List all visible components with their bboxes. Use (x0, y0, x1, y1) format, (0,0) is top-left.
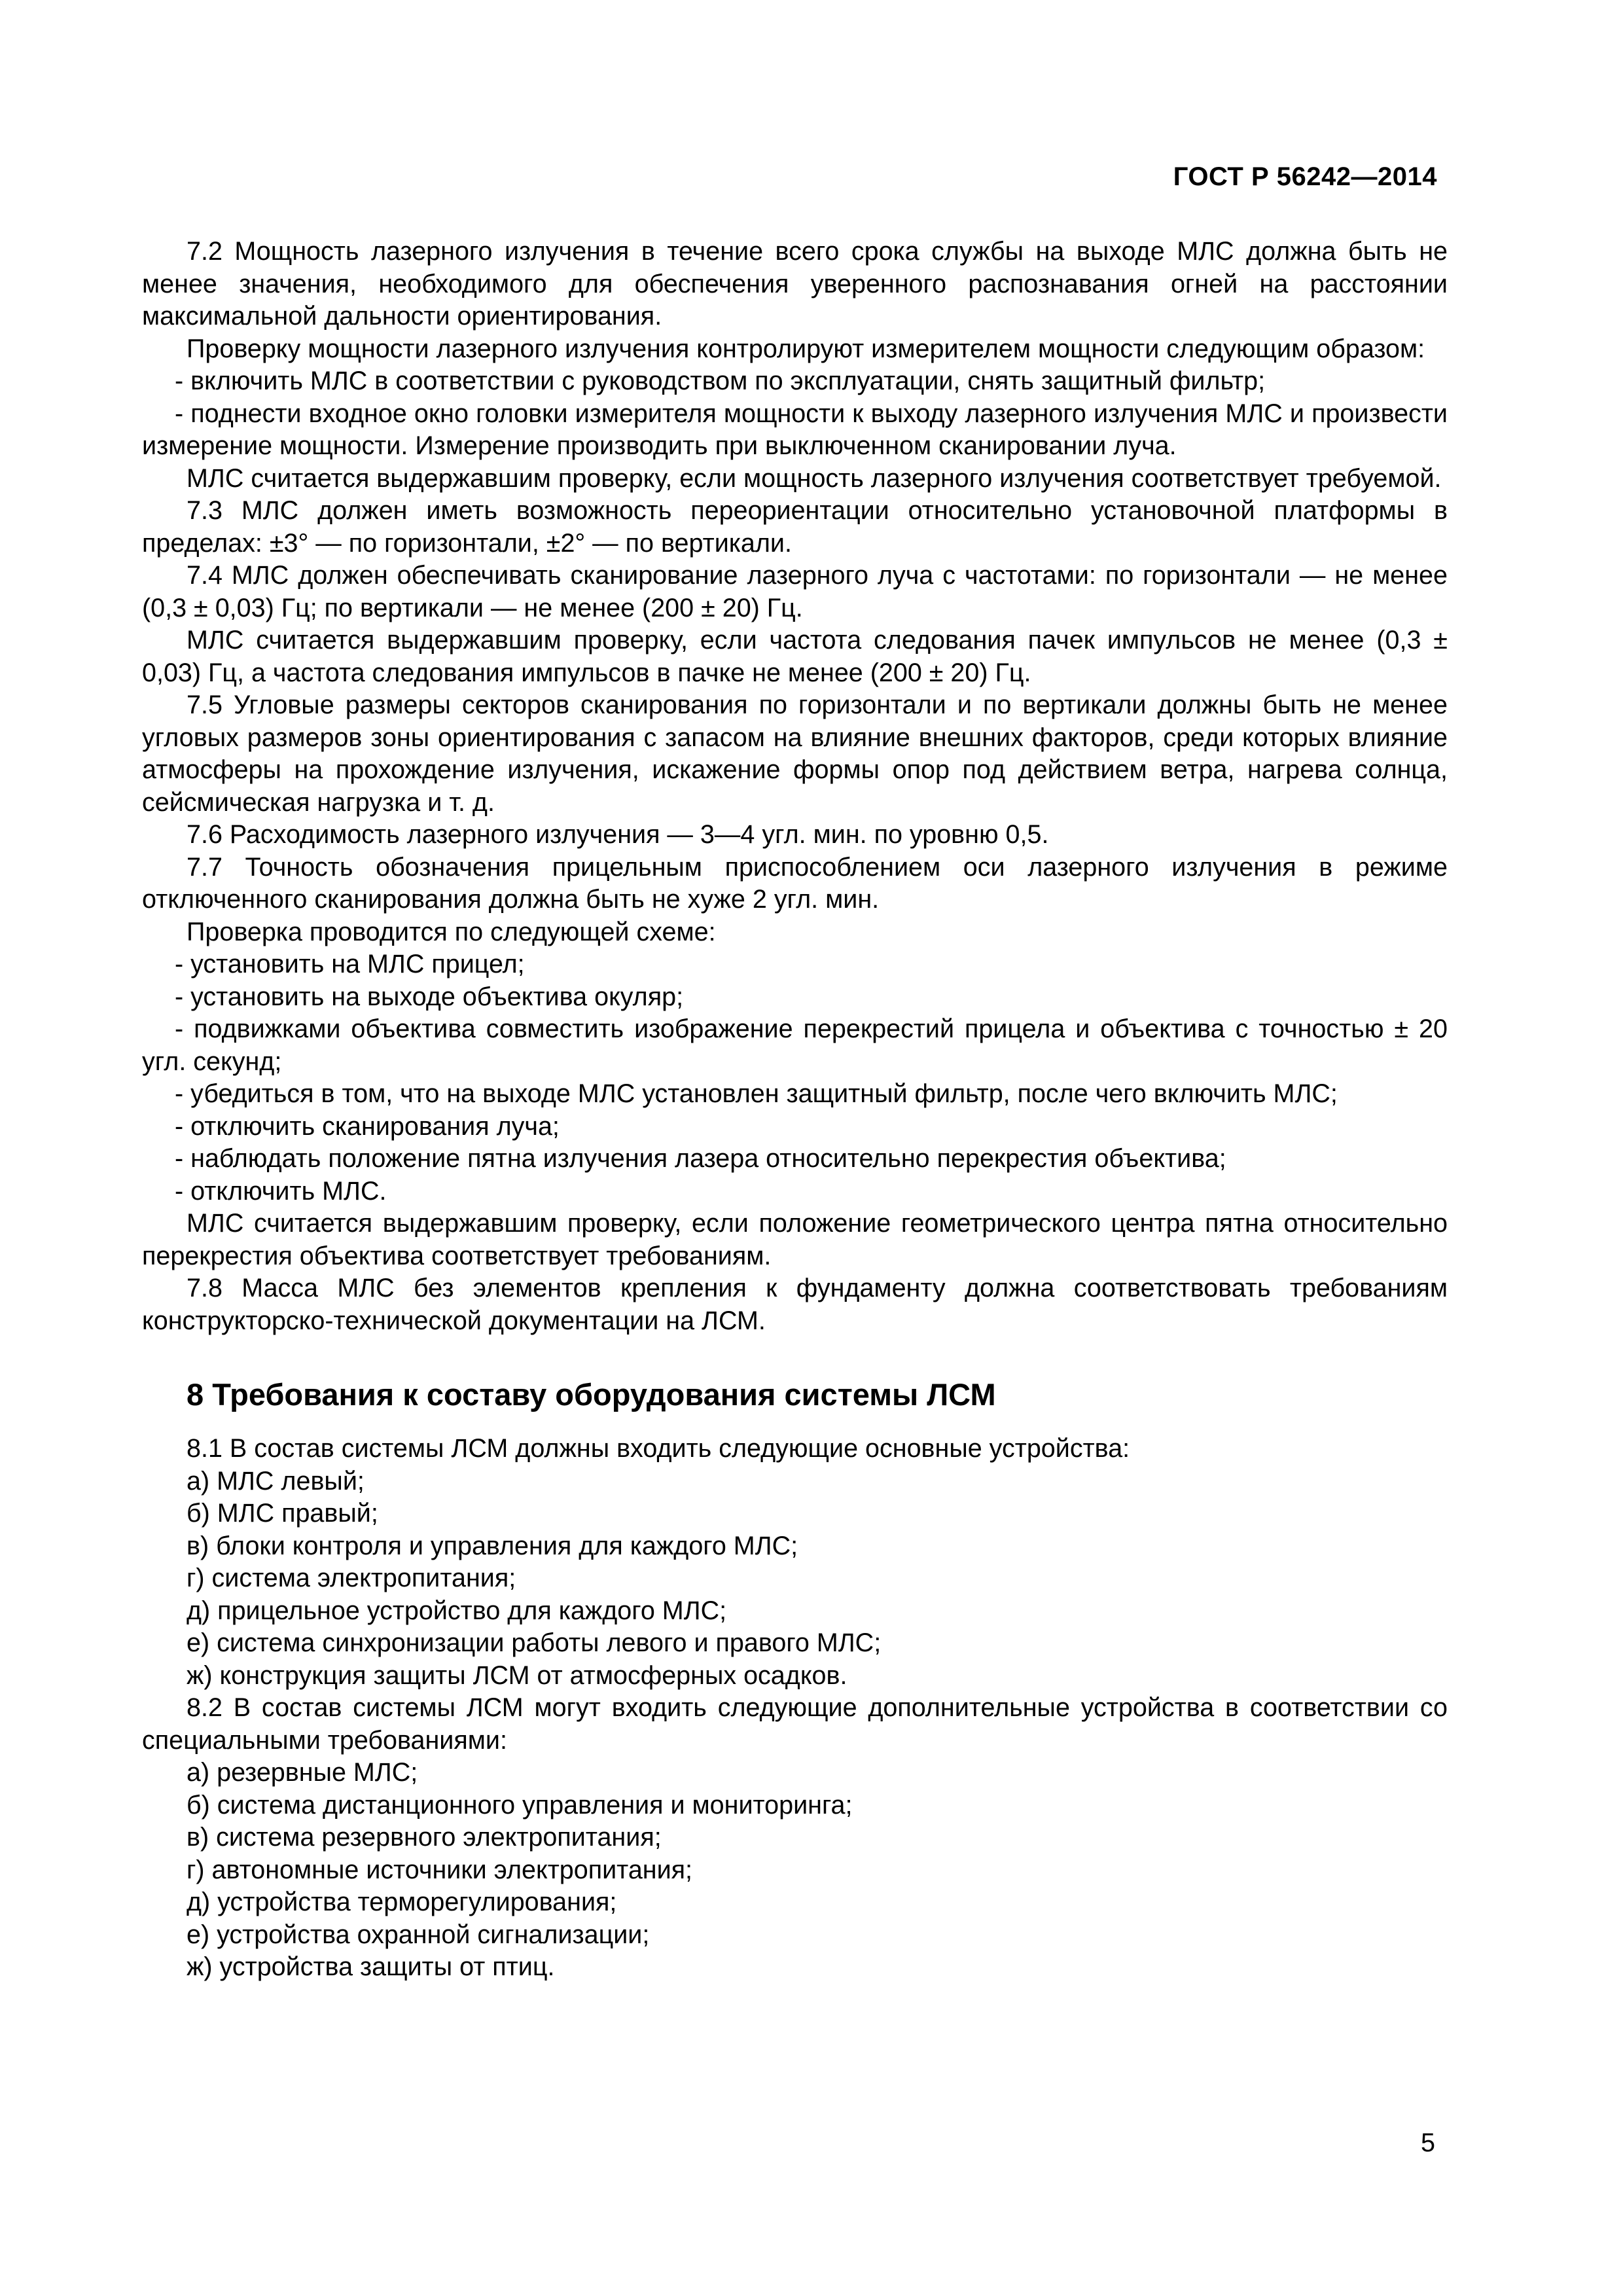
list-item: ж) конструкция защиты ЛСМ от атмосферных осадков. (187, 1660, 847, 1690)
section-heading: 8 Требования к составу оборудования системы ЛСМ (187, 1377, 996, 1412)
paragraph: 8.1 В состав системы ЛСМ должны входить следующие основные устройства: (187, 1434, 1130, 1463)
paragraph: МЛС считается выдержавшим проверку, если мощность лазерного излучения соответствует требуемой. (187, 463, 1442, 493)
list-item: ж) устройства защиты от птиц. (187, 1952, 555, 1982)
list-item: е) устройства охранной сигнализации; (187, 1920, 650, 1949)
list-item: - отключить сканирования луча; (175, 1111, 560, 1141)
section-8 (142, 1433, 1448, 1984)
list-item: - убедиться в том, что на выходе МЛС установлен защитный фильтр, после чего включить МЛС; (175, 1079, 1338, 1108)
list-item: б) МЛС правый; (187, 1499, 378, 1528)
list-item: д) прицельное устройство для каждого МЛС; (187, 1596, 727, 1625)
list-item: - поднести входное окно головки измерителя мощности к выходу лазерного излучения МЛС и произвести измерение мощности. Измерение производить при выключенном сканировании луча. (142, 399, 1448, 460)
section-7 (142, 236, 1448, 1337)
paragraph: 7.5 Угловые размеры секторов сканирования по горизонтали и по вертикали должны быть не менее угловых размеров зоны ориентирования с запасом на влияние внешних факторов, среди которых влияние атмосферы на прохождение излучения, искажение формы опор под действием ветра, нагрева солнца, сейсмическая нагрузка и т. д. (142, 691, 1448, 817)
list-item: - включить МЛС в соответствии с руководством по эксплуатации, снять защитный фильтр; (175, 367, 1266, 395)
list-item: г) автономные источники электропитания; (187, 1855, 693, 1884)
main-devices-list (142, 1465, 1448, 1693)
list-item: а) резервные МЛС; (187, 1758, 418, 1787)
list-item: - наблюдать положение пятна излучения лазера относительно перекрестия объектива; (175, 1144, 1226, 1173)
list-item: б) система дистанционного управления и мониторинга; (187, 1790, 853, 1820)
extra-devices-list (142, 1757, 1448, 1984)
list-item: - установить на МЛС прицел; (175, 950, 525, 978)
paragraph: 8.2 В состав системы ЛСМ могут входить следующие дополнительные устройства в соответствии со специальными требованиями: (142, 1693, 1448, 1755)
list-item: д) устройства терморегулирования; (187, 1888, 617, 1917)
paragraph: 7.8 Масса МЛС без элементов крепления к фундаменту должна соответствовать требованиям конструкторско-технической документации на ЛСМ. (142, 1274, 1448, 1335)
list-item: в) блоки контроля и управления для каждого МЛС; (187, 1531, 798, 1560)
paragraph: МЛС считается выдержавшим проверку, если положение геометрического центра пятна относительно перекрестия объектива соответствует требованиям. (142, 1209, 1448, 1270)
list-item: - подвижками объектива совместить изображение перекрестий прицела и объектива с точностью ± 20 угл. секунд; (142, 1014, 1448, 1076)
paragraph: 7.4 МЛС должен обеспечивать сканирование лазерного луча с частотами: по горизонтали — не менее (0,3 ± 0,03) Гц; по вертикали — не менее (200 ± 20) Гц. (142, 561, 1448, 622)
paragraph: 7.3 МЛС должен иметь возможность переориентации относительно установочной платформы в пределах: ±3° — по горизонтали, ±2° — по вертикали. (142, 496, 1448, 558)
list-item: - установить на выходе объектива окуляр; (175, 982, 684, 1011)
list-item: в) система резервного электропитания; (187, 1823, 662, 1852)
list-item: а) МЛС левый; (187, 1466, 365, 1496)
page-content (142, 236, 1448, 1984)
paragraph: 7.6 Расходимость лазерного излучения — 3—4 угл. мин. по уровню 0,5. (187, 820, 1049, 849)
page-number: 5 (1421, 2128, 1435, 2157)
list-item: - отключить МЛС. (175, 1176, 387, 1206)
paragraph: Проверку мощности лазерного излучения контролируют измерителем мощности следующим образом: (187, 334, 1425, 363)
document-code: ГОСТ Р 56242—2014 (1173, 162, 1437, 191)
paragraph: 7.2 Мощность лазерного излучения в течение всего срока службы на выходе МЛС должна быть не менее значения, необходимого для обеспечения уверенного распознавания огней на расстоянии максимальной дальности ориентирования. (142, 237, 1448, 331)
list-item: е) система синхронизации работы левого и правого МЛС; (187, 1628, 882, 1658)
list-item: г) система электропитания; (187, 1564, 516, 1593)
paragraph: МЛС считается выдержавшим проверку, если частота следования пачек импульсов не менее (0,3 ± 0,03) Гц, а частота следования импульсов в пачке не менее (200 ± 20) Гц. (142, 626, 1448, 687)
paragraph: 7.7 Точность обозначения прицельным приспособлением оси лазерного излучения в режиме отключенного сканирования должна быть не хуже 2 угл. мин. (142, 852, 1448, 914)
paragraph: Проверка проводится по следующей схеме: (187, 917, 716, 946)
